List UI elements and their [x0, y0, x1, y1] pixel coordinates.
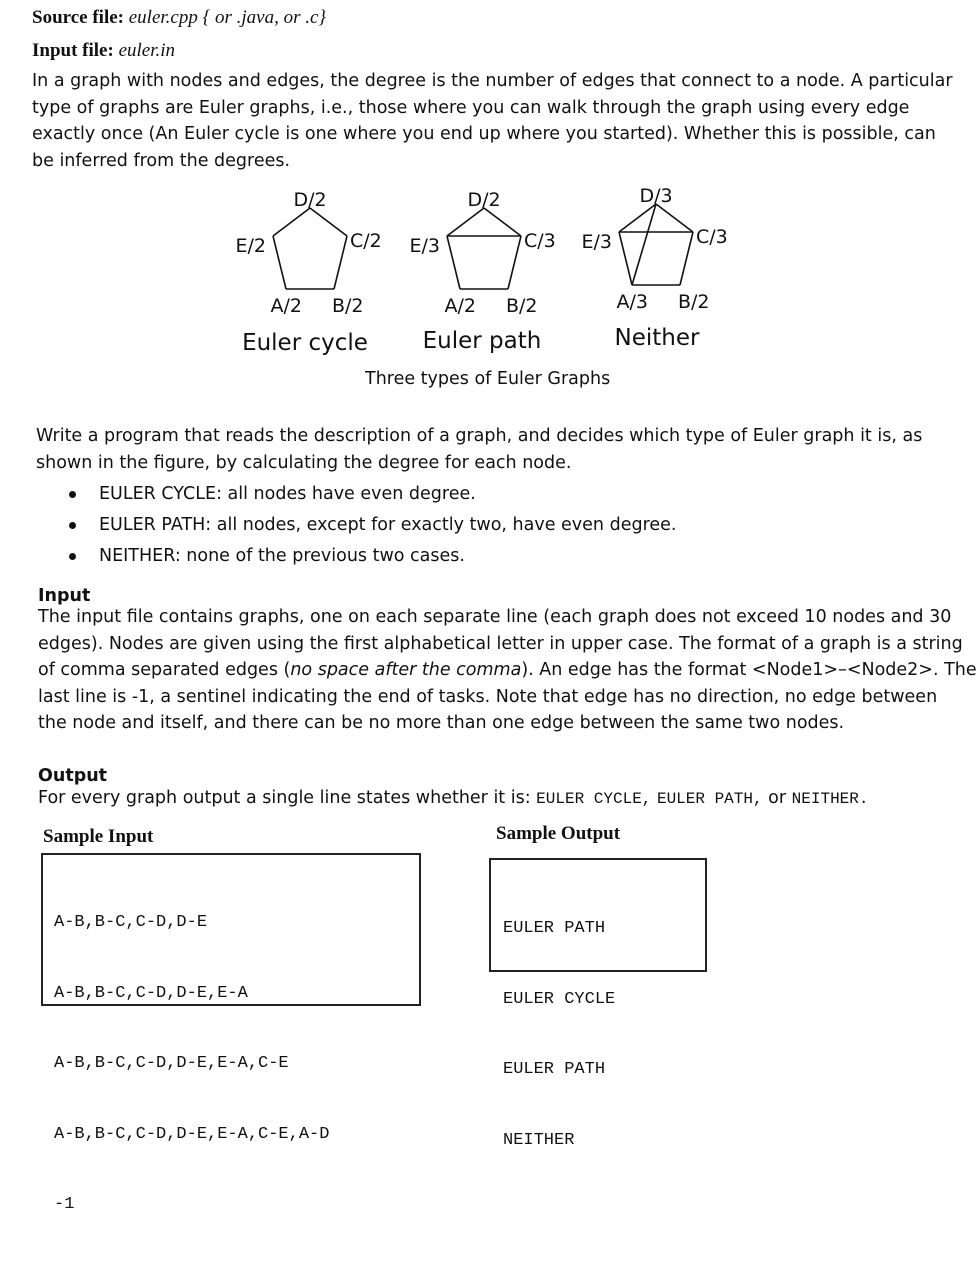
node-label: C/3 — [524, 230, 556, 252]
graph-edge — [447, 208, 484, 236]
rule-item: NEITHER: none of the previous two cases. — [62, 543, 676, 574]
node-label: B/2 — [506, 295, 538, 317]
output-heading: Output — [38, 766, 108, 786]
node-label: E/3 — [581, 231, 612, 253]
source-file-label: Source file: — [32, 7, 124, 28]
input-line — [38, 657, 977, 684]
input-description — [38, 604, 977, 737]
output-option: EULER CYCLE, — [536, 790, 652, 808]
sample-output-label: Sample Output — [496, 823, 621, 844]
node-label: D/3 — [639, 185, 673, 207]
sample-input-line: A-B,B-C,C-D,D-E,E-A,C-E,A-D — [54, 1124, 330, 1144]
rule-item: EULER CYCLE: all nodes have even degree. — [62, 481, 676, 512]
output-or: or — [768, 788, 787, 808]
intro-line: type of graphs are Euler graphs, i.e., those where you can walk through the graph using every edge — [32, 97, 910, 118]
output-option: EULER PATH, — [656, 790, 763, 808]
node-label: A/2 — [270, 295, 302, 317]
node-label: A/2 — [444, 295, 476, 317]
node-label: C/3 — [696, 226, 728, 248]
input-line-text: of comma separated edges ( — [38, 660, 291, 680]
task-paragraph — [36, 423, 922, 476]
graph-edge — [273, 208, 310, 236]
graph-edge — [273, 236, 286, 289]
graph-caption: Neither — [614, 325, 700, 351]
rule-item: EULER PATH: all nodes, except for exactly two, have even degree. — [62, 512, 676, 543]
euler-graph-figure — [0, 0, 977, 400]
sample-output-line: EULER CYCLE — [503, 989, 616, 1009]
node-label: D/2 — [293, 189, 327, 211]
node-label: E/3 — [409, 235, 440, 257]
graph-edge — [334, 236, 347, 289]
rule-list — [62, 481, 676, 574]
figure-title: Three types of Euler Graphs — [365, 369, 611, 389]
intro-line: exactly once (An Euler cycle is one where you end up where you started). Whether this is possible, can — [32, 124, 936, 144]
output-text: For every graph output a single line states whether it is: — [38, 788, 537, 808]
node-label: A/3 — [616, 291, 648, 313]
graph-caption: Euler cycle — [242, 330, 368, 356]
intro-line: In a graph with nodes and edges, the degree is the number of edges that connect to a node. A particular — [32, 71, 953, 91]
task-line: Write a program that reads the description of a graph, and decides which type of Euler graph it is, as — [36, 426, 923, 446]
sample-input-line: A-B,B-C,C-D,D-E,E-A,C-E — [54, 1054, 289, 1073]
input-line: the node and itself, and there can be no more than one edge between the same two nodes. — [38, 713, 845, 733]
input-file-label: Input file: — [32, 40, 114, 61]
sample-output-line: EULER PATH — [503, 1060, 606, 1079]
node-label: B/2 — [678, 291, 710, 313]
node-label: E/2 — [235, 235, 266, 257]
input-line-text: ). An edge has the format <Node1>–<Node2>. The — [521, 660, 977, 680]
graph-caption: Euler path — [422, 328, 542, 354]
sample-output-line: NEITHER — [503, 1130, 575, 1150]
task-line: shown in the figure, by calculating the degree for each node. — [36, 452, 572, 473]
input-line: last line is -1, a sentinel indicating the end of tasks. Note that edge has no direction, no edge between — [38, 686, 938, 707]
sample-input-code — [54, 864, 329, 1264]
node-label: B/2 — [332, 295, 364, 317]
sample-input-label: Sample Input — [43, 826, 154, 847]
sample-input-line: A-B,B-C,C-D,D-E — [54, 913, 208, 932]
node-label: C/2 — [350, 230, 382, 252]
graph-edge — [656, 204, 693, 232]
sample-output-code — [503, 870, 615, 1199]
sample-input-line: A-B,B-C,C-D,D-E,E-A — [54, 983, 248, 1003]
graph-edge — [508, 236, 521, 289]
node-label: D/2 — [467, 189, 501, 211]
graph-edge — [619, 232, 632, 285]
sample-output-box — [489, 858, 707, 1150]
graph-edge — [447, 236, 460, 289]
sample-input-box — [41, 853, 421, 1214]
graph-edge — [632, 204, 656, 285]
output-description — [38, 788, 868, 808]
sample-output-line: EULER PATH — [503, 919, 606, 938]
sample-input-line: -1 — [54, 1195, 75, 1214]
graph-edge — [680, 232, 693, 285]
graph-edge — [310, 208, 347, 236]
input-line-emphasis: no space after the comma — [290, 660, 522, 680]
graph-edge — [484, 208, 521, 236]
graph-edge — [619, 204, 656, 232]
input-line: edges). Nodes are given using the first alphabetical letter in upper case. The format of a graph is a string — [38, 633, 963, 654]
input-file-value: euler.in — [118, 40, 176, 61]
input-heading: Input — [38, 586, 91, 606]
source-file-value: euler.cpp { or .java, or .c} — [128, 7, 326, 28]
input-line: The input file contains graphs, one on each separate line (each graph does not exceed 10 nodes and 30 — [38, 607, 952, 627]
output-option: NEITHER. — [791, 790, 869, 808]
intro-line: be inferred from the degrees. — [32, 150, 291, 171]
